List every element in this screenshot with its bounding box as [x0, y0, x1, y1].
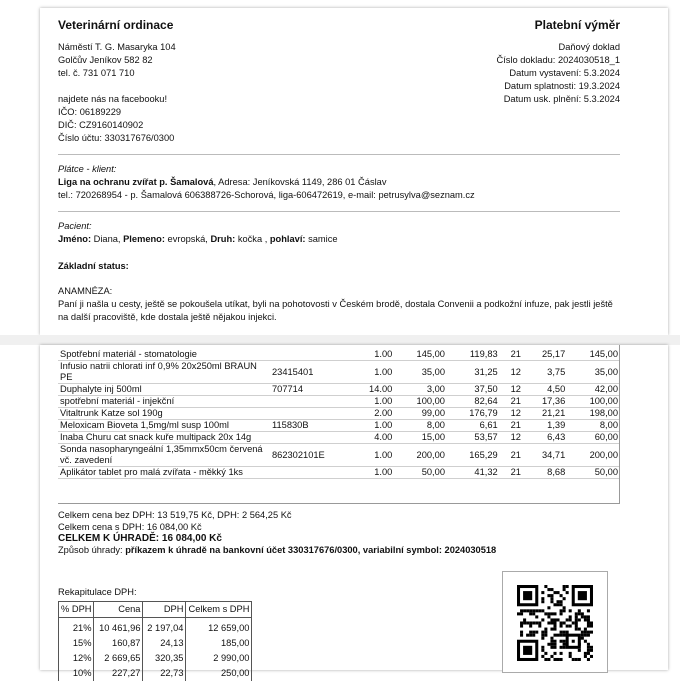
item-row — [58, 345, 620, 361]
item-unit-price: 99,00 — [421, 408, 445, 418]
item-name: Duphalyte inj 500ml — [60, 384, 142, 394]
item-vat-amount: 25,17 — [542, 349, 566, 359]
vat-summary-cell: 10% — [59, 666, 94, 681]
item-vat-rate: 12 — [510, 408, 521, 418]
item-price-without-vat: 53,57 — [474, 432, 498, 442]
anamnesis-text: Paní ji našla u cesty, ještě se pokoušela utíkat, byli na pohotovosti v Českém brodě, dostala Convenii a podkožní infuze, pak jestli ještě na další pracoviště, kde dostala ještě nějakou injekci. — [58, 299, 613, 322]
invoice-page-bottom — [40, 345, 668, 678]
item-unit-price: 200,00 — [416, 449, 445, 460]
item-vat-amount: 6,43 — [547, 432, 566, 442]
vat-summary-row — [59, 651, 252, 666]
clinic-name: Veterinární ordinace — [58, 18, 174, 32]
clinic-dic: DIČ: CZ9160140902 — [58, 120, 144, 130]
vat-summary-cell: 10 461,96 — [94, 618, 143, 637]
item-row — [58, 444, 620, 467]
clinic-phone: tel. č. 731 071 710 — [58, 68, 135, 78]
item-vat-rate: 21 — [510, 349, 521, 359]
vat-summary-cell: 15% — [59, 636, 94, 651]
item-price-without-vat: 37,50 — [474, 384, 498, 394]
item-vat-amount: 17,36 — [542, 396, 566, 406]
total-with-vat: Celkem cena s DPH: 16 084,00 Kč — [58, 521, 202, 532]
item-quantity: 1.00 — [374, 396, 393, 406]
vat-summary-cell: 12 659,00 — [186, 618, 252, 637]
item-unit-price: 3,00 — [426, 384, 445, 394]
patient-breed-label: Plemeno: — [123, 234, 165, 244]
item-quantity: 2.00 — [374, 408, 393, 418]
invoice-page-top — [40, 8, 668, 335]
payer-label: Plátce - klient: — [58, 164, 117, 174]
item-name: Meloxicam Bioveta 1,5mg/ml susp 100ml — [60, 420, 229, 430]
vat-summary-row — [59, 618, 252, 637]
vat-summary-cell: 2 669,65 — [94, 651, 143, 666]
payer-address: , Adresa: Jeníkovská 1149, 286 01 Čáslav — [213, 177, 387, 187]
item-vat-rate: 12 — [510, 366, 521, 377]
item-unit-price: 100,00 — [416, 396, 445, 406]
payment-method: příkazem k úhradě na bankovní účet 330317676/0300, variabilní symbol: 2024030518 — [125, 544, 497, 555]
payment-method-label: Způsob úhrady: — [58, 544, 126, 555]
item-name: Spotřební materiál - stomatologie — [60, 349, 197, 359]
item-total: 198,00 — [589, 408, 618, 418]
vat-summary-cell: 160,87 — [94, 636, 143, 651]
basic-status-title: Základní status: — [58, 261, 129, 271]
item-quantity: 4.00 — [374, 432, 393, 442]
item-total: 35,00 — [594, 366, 618, 377]
item-total: 145,00 — [589, 349, 618, 359]
vat-header: DPH — [143, 602, 186, 618]
item-total: 100,00 — [589, 396, 618, 406]
item-vat-amount: 34,71 — [542, 449, 566, 460]
document-number: Číslo dokladu: 2024030518_1 — [496, 55, 620, 65]
qr-payment-box — [502, 571, 608, 673]
vat-header: Celkem s DPH — [186, 602, 252, 618]
vat-header: Cena — [94, 602, 143, 618]
item-code: 862302101E — [272, 449, 325, 460]
payer-section — [58, 163, 620, 202]
item-quantity: 1.00 — [374, 467, 393, 477]
vat-summary-cell: 320,35 — [143, 651, 186, 666]
item-vat-rate: 12 — [510, 384, 521, 394]
item-vat-rate: 21 — [510, 467, 521, 477]
item-code: 115830B — [272, 420, 309, 430]
patient-breed: evropská, — [164, 234, 211, 244]
issue-date: Datum vystavení: 5.3.2024 — [509, 68, 620, 78]
items-table — [58, 345, 620, 479]
item-unit-price: 35,00 — [421, 366, 445, 377]
vat-summary-cell: 227,27 — [94, 666, 143, 681]
total-without-vat: Celkem cena bez DPH: 13 519,75 Kč, DPH: 2 564,25 Kč — [58, 510, 292, 520]
item-unit-price: 145,00 — [416, 349, 445, 359]
item-price-without-vat: 82,64 — [474, 396, 498, 406]
total-to-pay: CELKEM K ÚHRADĚ: 16 084,00 Kč — [58, 533, 222, 544]
vat-summary-table — [58, 601, 252, 681]
item-code — [270, 467, 350, 479]
item-price-without-vat: 31,25 — [474, 366, 498, 377]
item-price-without-vat: 119,83 — [469, 349, 498, 359]
vat-summary-row — [59, 636, 252, 651]
vat-summary-cell: 12% — [59, 651, 94, 666]
item-price-without-vat: 6,61 — [479, 420, 498, 430]
item-quantity: 1.00 — [374, 366, 393, 377]
item-quantity: 1.00 — [374, 349, 393, 359]
item-code: 23415401 — [272, 366, 314, 377]
document-type: Daňový doklad — [558, 42, 620, 52]
payer-contacts: tel.: 720268954 - p. Šamalová 606388726-Schorová, liga-606472619, e-mail: petrusylva@seznam.cz — [58, 190, 475, 200]
patient-species: kočka , — [235, 234, 270, 244]
patient-name: Diana, — [91, 234, 124, 244]
item-code — [270, 432, 350, 444]
item-row — [58, 467, 620, 479]
vat-summary-row — [59, 666, 252, 681]
patient-section — [58, 220, 620, 246]
item-row — [58, 420, 620, 432]
item-total: 42,00 — [594, 384, 618, 394]
item-code — [270, 345, 350, 361]
item-quantity: 1.00 — [374, 420, 393, 430]
item-unit-price: 15,00 — [421, 432, 445, 442]
clinic-info — [58, 41, 176, 145]
item-price-without-vat: 176,79 — [469, 408, 498, 418]
item-vat-rate: 21 — [510, 396, 521, 406]
item-row — [58, 432, 620, 444]
item-code — [270, 408, 350, 420]
item-row — [58, 396, 620, 408]
due-date: Datum splatnosti: 19.3.2024 — [504, 81, 620, 91]
item-row — [58, 408, 620, 420]
document-title: Platební výměr — [534, 18, 620, 32]
clinic-account: Číslo účtu: 330317676/0300 — [58, 133, 175, 143]
vat-summary-cell: 2 197,04 — [143, 618, 186, 637]
item-total: 200,00 — [589, 449, 618, 460]
item-total: 60,00 — [594, 432, 618, 442]
item-unit-price: 8,00 — [426, 420, 445, 430]
item-vat-rate: 12 — [510, 432, 521, 442]
item-vat-amount: 4,50 — [547, 384, 566, 394]
vat-summary-cell: 22,73 — [143, 666, 186, 681]
patient-species-label: Druh: — [210, 234, 236, 244]
clinic-address-line: Náměstí T. G. Masaryka 104 — [58, 42, 176, 52]
item-vat-rate: 21 — [510, 449, 521, 460]
facebook-note: najdete nás na facebooku! — [58, 94, 168, 104]
patient-sex-label: pohlaví: — [269, 234, 306, 244]
divider — [58, 154, 620, 155]
clinic-address-line: Golčův Jeníkov 582 82 — [58, 55, 153, 65]
item-name: Inaba Churu cat snack kuře multipack 20x 14g — [60, 432, 252, 442]
item-name: Aplikátor tablet pro malá zvířata - měkký 1ks — [60, 467, 243, 477]
vat-summary-title: Rekapitulace DPH: — [58, 587, 137, 597]
totals-section — [58, 510, 496, 556]
item-vat-amount: 21,21 — [542, 408, 566, 418]
item-quantity: 1.00 — [374, 449, 393, 460]
vat-summary-cell: 185,00 — [186, 636, 252, 651]
item-price-without-vat: 41,32 — [474, 467, 498, 477]
item-vat-amount: 8,68 — [547, 467, 566, 477]
item-unit-price: 50,00 — [421, 467, 445, 477]
item-total: 50,00 — [594, 467, 618, 477]
payer-name: Liga na ochranu zvířat p. Šamalová — [58, 177, 214, 187]
item-price-without-vat: 165,29 — [469, 449, 498, 460]
item-name: Infusio natrii chlorati inf 0,9% 20x250ml BRAUN PE — [60, 361, 257, 382]
supply-date: Datum usk. plnění: 5.3.2024 — [503, 94, 620, 104]
vat-summary-cell: 250,00 — [186, 666, 252, 681]
item-row — [58, 361, 620, 384]
page-gap — [0, 335, 680, 345]
item-vat-rate: 21 — [510, 420, 521, 430]
item-code: 707714 — [272, 384, 304, 394]
item-vat-amount: 3,75 — [547, 366, 566, 377]
clinic-ico: IČO: 06189229 — [58, 107, 122, 117]
vat-header: % DPH — [59, 602, 94, 618]
item-name: spotřební materiál - injekční — [60, 396, 175, 406]
item-code — [270, 396, 350, 408]
qr-code-icon — [517, 585, 593, 661]
patient-name-label: Jméno: — [58, 234, 92, 244]
item-row — [58, 384, 620, 396]
document-info — [496, 41, 620, 145]
patient-sex: samice — [305, 234, 338, 244]
item-quantity: 14.00 — [369, 384, 393, 394]
item-name: Sonda nasopharyngeální 1,35mmx50cm červená vč. zavedení — [60, 444, 263, 465]
vat-summary-cell: 24,13 — [143, 636, 186, 651]
anamnesis-label: ANAMNÉZA: — [58, 286, 113, 296]
vat-summary-cell: 2 990,00 — [186, 651, 252, 666]
divider — [58, 211, 620, 212]
item-name: Vitaltrunk Katze sol 190g — [60, 408, 163, 418]
vat-summary-cell: 21% — [59, 618, 94, 637]
item-vat-amount: 1,39 — [547, 420, 566, 430]
item-total: 8,00 — [599, 420, 618, 430]
patient-label: Pacient: — [58, 221, 92, 231]
